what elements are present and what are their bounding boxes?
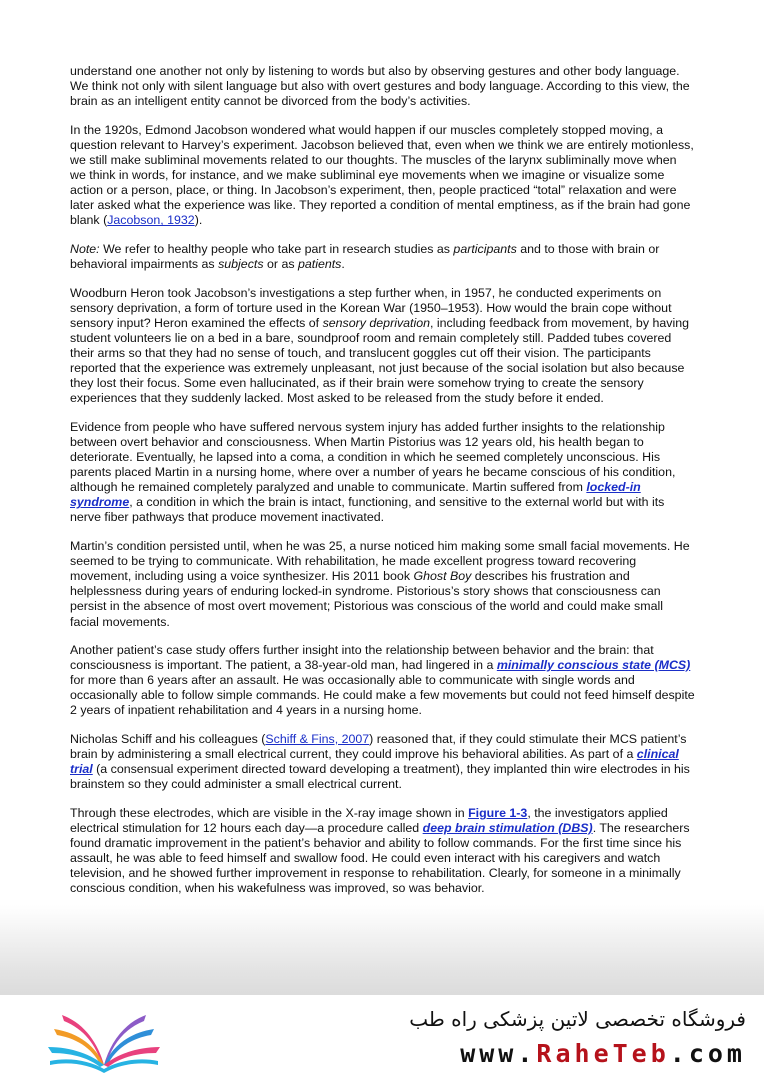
p8-text-c: (a consensual experiment directed toward developing a treatment), they implanted thin wire electrodes in his brainstem so they could administer a small electrical current. xyxy=(70,762,690,792)
url-prefix: www. xyxy=(460,1039,537,1068)
paragraph-1 xyxy=(70,64,695,109)
store-url xyxy=(460,1039,746,1068)
paragraph-6 xyxy=(70,539,695,630)
note-paragraph xyxy=(70,242,695,272)
p1-text: understand one another not only by listening to words but also by observing gestures and other body language. We think not only with silent language but also with overt gestures and body language. According to this view, the brain as an intelligent entity cannot be divorced from the body’s activities. xyxy=(70,64,690,109)
watermark-footer xyxy=(0,995,764,1080)
p4-text-a: Woodburn Heron took Jacobson’s investigations a step further when, in 1957, he conducted experiments on sensory deprivation, a form of torture used in the Korean War (1950–1953). How would the brain cope without sensory input? Heron examined the effects of xyxy=(70,285,672,330)
p6-text-b: describes his frustration and helplessness during years of enduring locked-in syndrome. Pistorious’s story shows that consciousness can persist in the absence of most overt movement; Pistorious was conscious of the world and could make small facial movements. xyxy=(70,569,663,629)
key-term-mcs-link[interactable]: minimally conscious state (MCS) xyxy=(496,658,691,673)
p7-text-a: Another patient’s case study offers further insight into the relationship between behavior and the brain: that consciousness is important. The patient, a 38-year-old man, had lingered in a xyxy=(70,643,654,673)
p2-end: ). xyxy=(194,213,203,228)
p9-text-a: Through these electrodes, which are visible in the X-ray image shown in xyxy=(70,805,469,820)
store-name: فروشگاه تخصصی لاتین پزشکی راه طب xyxy=(409,1007,746,1031)
citation-jacobson-1932-link[interactable]: Jacobson, 1932 xyxy=(107,213,195,228)
note-patients: patients xyxy=(297,257,342,272)
paragraph-2 xyxy=(70,123,695,229)
p5-text-a: Evidence from people who have suffered nervous system injury has added further insights to the relationship between overt behavior and consciousness. When Martin Pistorius was 12 years old, his health began to deteriorate. Eventually, he lapsed into a coma, a condition in which he seemed completely unconscious. His parents placed Martin in a nursing home, where over a number of years he became conscious of his condition, although he remained completely paralyzed and unable to communicate. Martin suffered from xyxy=(70,419,676,495)
note-participants: participants xyxy=(453,241,517,256)
url-suffix: .com xyxy=(669,1039,746,1068)
note-text-a: We refer to healthy people who take part in research studies as xyxy=(99,241,454,256)
p8-text-b: ) reasoned that, if they could stimulate their MCS patient’s brain by administering a small electrical current, they could improve his behavioral abilities. As part of a xyxy=(70,732,687,762)
note-text-d: . xyxy=(341,257,345,272)
p6-book-title: Ghost Boy xyxy=(413,569,472,584)
key-term-locked-in-syndrome-link[interactable]: locked-in syndrome xyxy=(70,480,641,510)
p9-text-c: . The researchers found dramatic improvement in the patient’s behavior and ability to follow commands. For the first time since his assault, he was able to feed himself and swallow food. He could even interact with his caregivers and watch television, and he showed further improvement in response to rehabilitation. Clearly, for someone in a minimally conscious condition, when his wakefulness was improved, so was behavior. xyxy=(70,821,690,896)
note-label: Note: xyxy=(70,241,100,256)
paragraph-5 xyxy=(70,420,695,526)
p9-text-b: , the investigators applied electrical stimulation for 12 hours each day—a procedure called xyxy=(70,805,668,836)
url-brand: RaheTeb xyxy=(536,1039,670,1068)
paragraph-8 xyxy=(70,732,695,792)
paragraph-9 xyxy=(70,806,695,897)
figure-1-3-link[interactable]: Figure 1-3 xyxy=(468,805,528,820)
paragraph-7 xyxy=(70,643,695,718)
note-text-c: or as xyxy=(263,257,298,272)
paragraph-4 xyxy=(70,286,695,407)
key-term-clinical-trial-link[interactable]: clinical trial xyxy=(70,747,679,777)
p6-text-a: Martin’s condition persisted until, when he was 25, a nurse noticed him making some small facial movements. He seemed to be trying to communicate. With rehabilitation, he made excellent progress toward recovering movement, including using a voice synthesizer. His 2011 book xyxy=(70,539,690,584)
p4-sensory-deprivation: sensory deprivation xyxy=(322,315,431,330)
key-term-dbs-link[interactable]: deep brain stimulation (DBS) xyxy=(422,821,593,836)
page-content xyxy=(70,64,695,910)
p8-text-a: Nicholas Schiff and his colleagues ( xyxy=(70,732,266,747)
note-subjects: subjects xyxy=(218,257,264,272)
open-book-logo-icon xyxy=(40,1003,168,1073)
note-text-b: and to those with brain or behavioral impairments as xyxy=(70,241,660,272)
p4-text-b: , including feedback from movement, by having student volunteers lie on a bed in a bare, soundproof room and remain completely still. Padded tubes covered their arms so that they had no sense of touch, and translucent goggles cut off their vision. The participants reported that the experience was extremely unpleasant, not just because of the social isolation but also because they lost their focus. Some even hallucinated, as if their brain were somehow trying to create the sensory experiences that they suddenly lacked. Most asked to be released from the study before it ended. xyxy=(70,315,689,406)
p7-text-b: for more than 6 years after an assault. He was occasionally able to communicate with single words and occasionally able to follow simple commands. He could make a few movements but could not feed himself despite 2 years of inpatient rehabilitation and 4 years in a nursing home. xyxy=(70,673,695,718)
p5-text-b: , a condition in which the brain is intact, functioning, and sensitive to the external world but with its nerve fiber pathways that produce movement inactivated. xyxy=(70,495,665,525)
citation-schiff-fins-2007-link[interactable]: Schiff & Fins, 2007 xyxy=(265,732,370,747)
page-shadow xyxy=(0,905,764,1000)
p2-text: In the 1920s, Edmond Jacobson wondered what would happen if our muscles completely stopped moving, a question relevant to Harvey’s experiment. Jacobson believed that, even when we think we are entirely motionless, we still make subliminal movements related to our thoughts. The muscles of the larynx subliminally move when we think in words, for instance, and we make subliminal eye movements when we imagine or visualize some action or a person, place, or thing. In Jacobson’s experiment, then, people practiced “total” relaxation and were later asked what the experience was like. They reported a condition of mental emptiness, as if the brain had gone blank ( xyxy=(70,122,694,228)
